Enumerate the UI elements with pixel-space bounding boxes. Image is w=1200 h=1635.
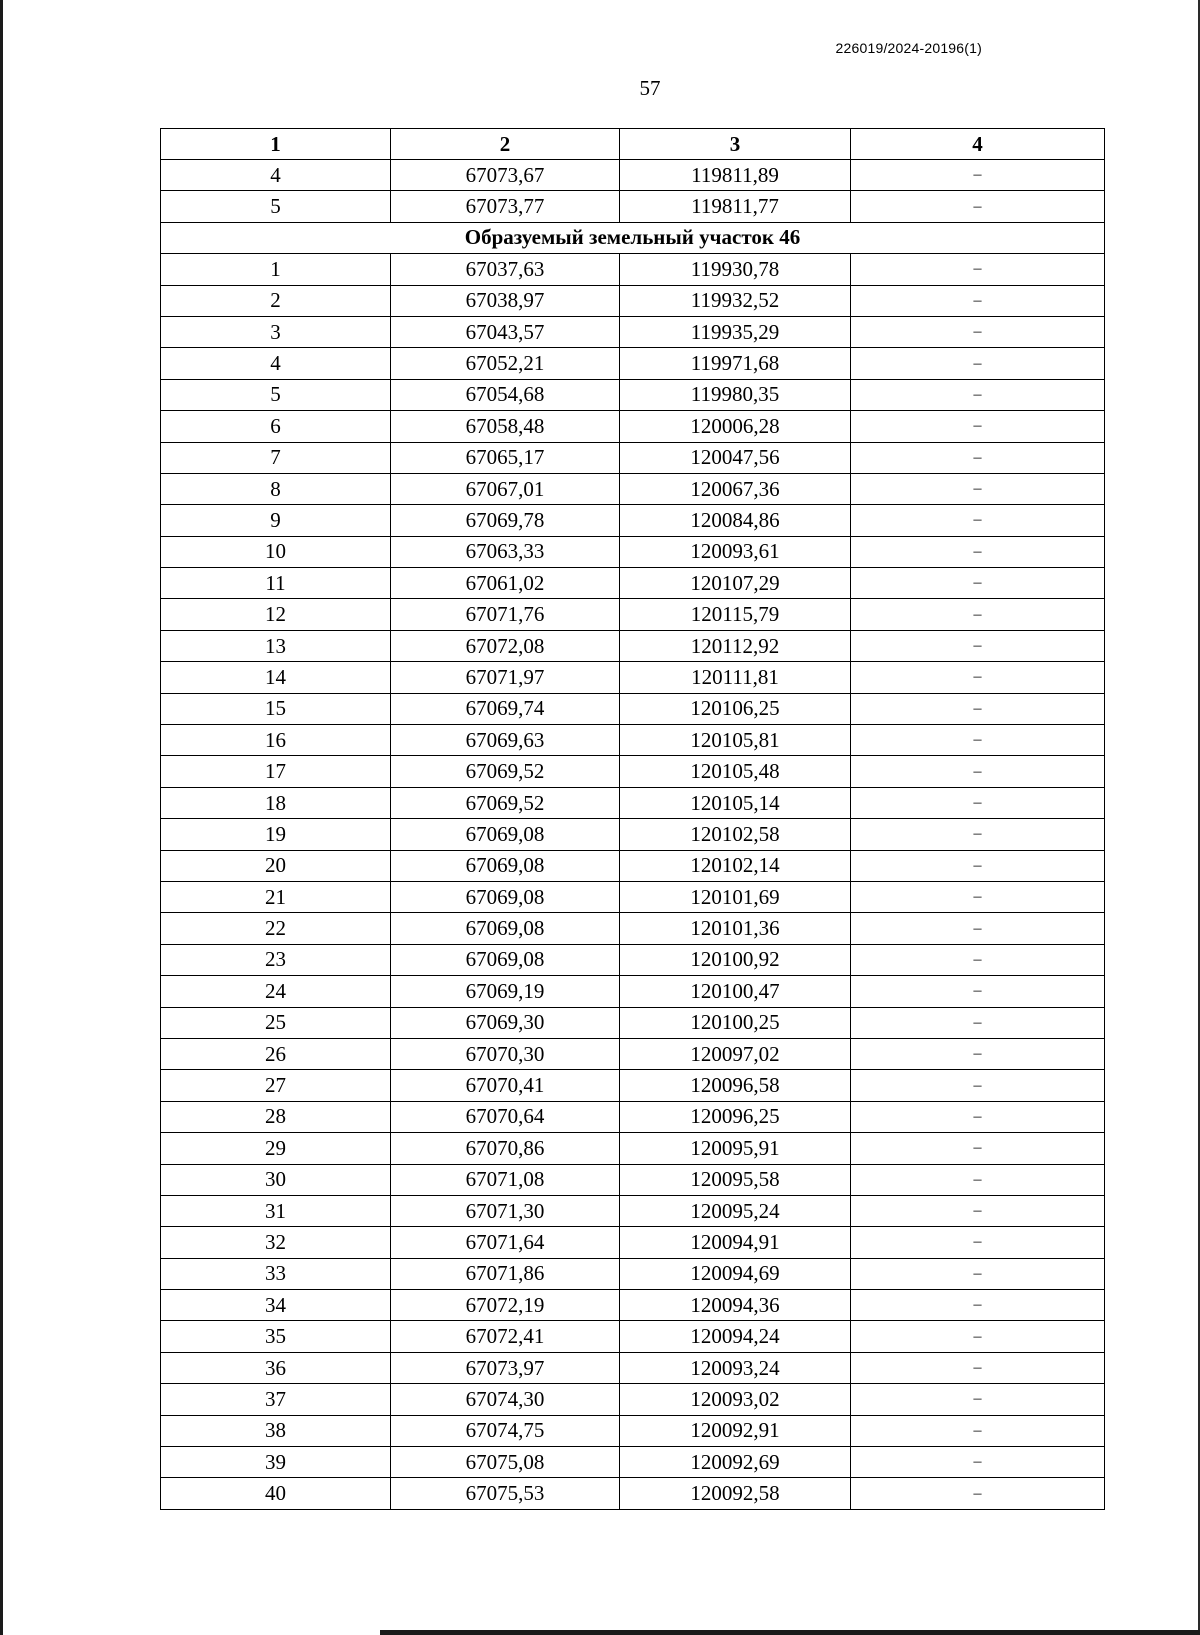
y-coordinate-cell: 120100,47 <box>620 976 851 1007</box>
y-coordinate-cell: 120115,79 <box>620 599 851 630</box>
x-coordinate-cell: 67071,64 <box>391 1227 620 1258</box>
table-row <box>161 348 1105 379</box>
y-coordinate-cell: 120097,02 <box>620 1038 851 1069</box>
y-coordinate-cell: 119980,35 <box>620 379 851 410</box>
note-cell: – <box>851 913 1105 944</box>
point-number-cell: 39 <box>161 1447 391 1478</box>
section-title: Образуемый земельный участок 46 <box>161 222 1105 253</box>
y-coordinate-cell: 120093,02 <box>620 1384 851 1415</box>
table-row <box>161 819 1105 850</box>
note-cell: – <box>851 1384 1105 1415</box>
note-cell: – <box>851 1133 1105 1164</box>
table-row <box>161 1164 1105 1195</box>
y-coordinate-cell: 120047,56 <box>620 442 851 473</box>
point-number-cell: 3 <box>161 316 391 347</box>
scan-bottom-edge <box>380 1630 1200 1635</box>
point-number-cell: 34 <box>161 1290 391 1321</box>
table-row <box>161 1133 1105 1164</box>
point-number-cell: 40 <box>161 1478 391 1509</box>
point-number-cell: 18 <box>161 787 391 818</box>
y-coordinate-cell: 119811,77 <box>620 191 851 222</box>
x-coordinate-cell: 67074,75 <box>391 1415 620 1446</box>
point-number-cell: 16 <box>161 725 391 756</box>
y-coordinate-cell: 120111,81 <box>620 662 851 693</box>
x-coordinate-cell: 67069,52 <box>391 756 620 787</box>
table-row <box>161 1290 1105 1321</box>
table-row <box>161 442 1105 473</box>
x-coordinate-cell: 67071,76 <box>391 599 620 630</box>
x-coordinate-cell: 67071,30 <box>391 1195 620 1226</box>
table-row <box>161 976 1105 1007</box>
note-cell: – <box>851 1007 1105 1038</box>
y-coordinate-cell: 120096,58 <box>620 1070 851 1101</box>
x-coordinate-cell: 67073,67 <box>391 160 620 191</box>
table-row <box>161 411 1105 442</box>
y-coordinate-cell: 120094,91 <box>620 1227 851 1258</box>
note-cell: – <box>851 442 1105 473</box>
y-coordinate-cell: 120092,91 <box>620 1415 851 1446</box>
point-number-cell: 5 <box>161 379 391 410</box>
x-coordinate-cell: 67069,08 <box>391 913 620 944</box>
note-cell: – <box>851 285 1105 316</box>
y-coordinate-cell: 120100,25 <box>620 1007 851 1038</box>
x-coordinate-cell: 67069,52 <box>391 787 620 818</box>
point-number-cell: 7 <box>161 442 391 473</box>
section-row <box>161 222 1105 253</box>
x-coordinate-cell: 67071,86 <box>391 1258 620 1289</box>
table-body <box>161 160 1105 1510</box>
table-row <box>161 1038 1105 1069</box>
x-coordinate-cell: 67069,63 <box>391 725 620 756</box>
y-coordinate-cell: 119971,68 <box>620 348 851 379</box>
x-coordinate-cell: 67069,30 <box>391 1007 620 1038</box>
table-row <box>161 850 1105 881</box>
table-row <box>161 693 1105 724</box>
table-row <box>161 316 1105 347</box>
point-number-cell: 8 <box>161 473 391 504</box>
note-cell: – <box>851 756 1105 787</box>
note-cell: – <box>851 1290 1105 1321</box>
x-coordinate-cell: 67069,08 <box>391 850 620 881</box>
point-number-cell: 25 <box>161 1007 391 1038</box>
table-row <box>161 1321 1105 1352</box>
y-coordinate-cell: 120095,91 <box>620 1133 851 1164</box>
x-coordinate-cell: 67061,02 <box>391 568 620 599</box>
y-coordinate-cell: 120112,92 <box>620 630 851 661</box>
note-cell: – <box>851 1101 1105 1132</box>
point-number-cell: 21 <box>161 881 391 912</box>
y-coordinate-cell: 120095,58 <box>620 1164 851 1195</box>
x-coordinate-cell: 67072,19 <box>391 1290 620 1321</box>
table-row <box>161 662 1105 693</box>
x-coordinate-cell: 67069,08 <box>391 881 620 912</box>
point-number-cell: 1 <box>161 254 391 285</box>
x-coordinate-cell: 67073,77 <box>391 191 620 222</box>
note-cell: – <box>851 693 1105 724</box>
coordinates-table <box>160 128 1105 1510</box>
point-number-cell: 36 <box>161 1352 391 1383</box>
note-cell: – <box>851 1447 1105 1478</box>
y-coordinate-cell: 120093,61 <box>620 536 851 567</box>
point-number-cell: 24 <box>161 976 391 1007</box>
y-coordinate-cell: 120092,69 <box>620 1447 851 1478</box>
x-coordinate-cell: 67070,30 <box>391 1038 620 1069</box>
column-header: 3 <box>620 129 851 160</box>
x-coordinate-cell: 67069,78 <box>391 505 620 536</box>
point-number-cell: 38 <box>161 1415 391 1446</box>
table-row <box>161 1478 1105 1509</box>
table-row <box>161 505 1105 536</box>
y-coordinate-cell: 120096,25 <box>620 1101 851 1132</box>
y-coordinate-cell: 120094,24 <box>620 1321 851 1352</box>
note-cell: – <box>851 599 1105 630</box>
table-row <box>161 1447 1105 1478</box>
y-coordinate-cell: 120095,24 <box>620 1195 851 1226</box>
x-coordinate-cell: 67072,41 <box>391 1321 620 1352</box>
y-coordinate-cell: 120067,36 <box>620 473 851 504</box>
x-coordinate-cell: 67071,97 <box>391 662 620 693</box>
x-coordinate-cell: 67058,48 <box>391 411 620 442</box>
y-coordinate-cell: 120102,58 <box>620 819 851 850</box>
note-cell: – <box>851 944 1105 975</box>
table-row <box>161 473 1105 504</box>
point-number-cell: 2 <box>161 285 391 316</box>
y-coordinate-cell: 120094,36 <box>620 1290 851 1321</box>
x-coordinate-cell: 67070,64 <box>391 1101 620 1132</box>
y-coordinate-cell: 119811,89 <box>620 160 851 191</box>
point-number-cell: 20 <box>161 850 391 881</box>
y-coordinate-cell: 120084,86 <box>620 505 851 536</box>
point-number-cell: 12 <box>161 599 391 630</box>
note-cell: – <box>851 1164 1105 1195</box>
x-coordinate-cell: 67052,21 <box>391 348 620 379</box>
note-cell: – <box>851 725 1105 756</box>
note-cell: – <box>851 1352 1105 1383</box>
column-header: 4 <box>851 129 1105 160</box>
y-coordinate-cell: 119932,52 <box>620 285 851 316</box>
table-row <box>161 1195 1105 1226</box>
point-number-cell: 28 <box>161 1101 391 1132</box>
x-coordinate-cell: 67072,08 <box>391 630 620 661</box>
note-cell: – <box>851 568 1105 599</box>
y-coordinate-cell: 120105,14 <box>620 787 851 818</box>
table-row <box>161 1101 1105 1132</box>
y-coordinate-cell: 120107,29 <box>620 568 851 599</box>
y-coordinate-cell: 120100,92 <box>620 944 851 975</box>
table-row <box>161 254 1105 285</box>
table-header-row <box>161 129 1105 160</box>
note-cell: – <box>851 787 1105 818</box>
table-row <box>161 1415 1105 1446</box>
x-coordinate-cell: 67067,01 <box>391 473 620 504</box>
table-row <box>161 1007 1105 1038</box>
note-cell: – <box>851 819 1105 850</box>
note-cell: – <box>851 850 1105 881</box>
x-coordinate-cell: 67070,41 <box>391 1070 620 1101</box>
x-coordinate-cell: 67070,86 <box>391 1133 620 1164</box>
note-cell: – <box>851 348 1105 379</box>
page-number: 57 <box>639 76 661 100</box>
point-number-cell: 30 <box>161 1164 391 1195</box>
point-number-cell: 4 <box>161 348 391 379</box>
table-row <box>161 568 1105 599</box>
note-cell: – <box>851 1321 1105 1352</box>
table-row <box>161 944 1105 975</box>
point-number-cell: 9 <box>161 505 391 536</box>
point-number-cell: 6 <box>161 411 391 442</box>
point-number-cell: 23 <box>161 944 391 975</box>
scan-left-edge <box>0 0 3 1635</box>
point-number-cell: 32 <box>161 1227 391 1258</box>
note-cell: – <box>851 473 1105 504</box>
table-row <box>161 881 1105 912</box>
note-cell: – <box>851 976 1105 1007</box>
table-row <box>161 756 1105 787</box>
table-row <box>161 1352 1105 1383</box>
point-number-cell: 29 <box>161 1133 391 1164</box>
table-row <box>161 1227 1105 1258</box>
x-coordinate-cell: 67054,68 <box>391 379 620 410</box>
x-coordinate-cell: 67075,53 <box>391 1478 620 1509</box>
table-row <box>161 913 1105 944</box>
x-coordinate-cell: 67065,17 <box>391 442 620 473</box>
note-cell: – <box>851 881 1105 912</box>
table-row <box>161 191 1105 222</box>
x-coordinate-cell: 67063,33 <box>391 536 620 567</box>
y-coordinate-cell: 120101,69 <box>620 881 851 912</box>
point-number-cell: 17 <box>161 756 391 787</box>
y-coordinate-cell: 120106,25 <box>620 693 851 724</box>
note-cell: – <box>851 1070 1105 1101</box>
note-cell: – <box>851 379 1105 410</box>
note-cell: – <box>851 1038 1105 1069</box>
column-header: 1 <box>161 129 391 160</box>
note-cell: – <box>851 536 1105 567</box>
table-row <box>161 1258 1105 1289</box>
x-coordinate-cell: 67071,08 <box>391 1164 620 1195</box>
point-number-cell: 4 <box>161 160 391 191</box>
table-row <box>161 599 1105 630</box>
table-row <box>161 379 1105 410</box>
note-cell: – <box>851 1415 1105 1446</box>
note-cell: – <box>851 160 1105 191</box>
note-cell: – <box>851 316 1105 347</box>
y-coordinate-cell: 120105,81 <box>620 725 851 756</box>
point-number-cell: 19 <box>161 819 391 850</box>
y-coordinate-cell: 119930,78 <box>620 254 851 285</box>
column-header: 2 <box>391 129 620 160</box>
note-cell: – <box>851 662 1105 693</box>
table-row <box>161 787 1105 818</box>
note-cell: – <box>851 630 1105 661</box>
x-coordinate-cell: 67075,08 <box>391 1447 620 1478</box>
y-coordinate-cell: 120101,36 <box>620 913 851 944</box>
x-coordinate-cell: 67038,97 <box>391 285 620 316</box>
y-coordinate-cell: 119935,29 <box>620 316 851 347</box>
x-coordinate-cell: 67069,08 <box>391 819 620 850</box>
table-row <box>161 630 1105 661</box>
point-number-cell: 27 <box>161 1070 391 1101</box>
x-coordinate-cell: 67069,74 <box>391 693 620 724</box>
table-row <box>161 1070 1105 1101</box>
point-number-cell: 26 <box>161 1038 391 1069</box>
table-row <box>161 725 1105 756</box>
table-row <box>161 160 1105 191</box>
x-coordinate-cell: 67074,30 <box>391 1384 620 1415</box>
y-coordinate-cell: 120092,58 <box>620 1478 851 1509</box>
point-number-cell: 15 <box>161 693 391 724</box>
y-coordinate-cell: 120093,24 <box>620 1352 851 1383</box>
point-number-cell: 5 <box>161 191 391 222</box>
note-cell: – <box>851 1227 1105 1258</box>
table-row <box>161 285 1105 316</box>
point-number-cell: 11 <box>161 568 391 599</box>
x-coordinate-cell: 67069,08 <box>391 944 620 975</box>
table-row <box>161 1384 1105 1415</box>
note-cell: – <box>851 1258 1105 1289</box>
x-coordinate-cell: 67069,19 <box>391 976 620 1007</box>
x-coordinate-cell: 67037,63 <box>391 254 620 285</box>
point-number-cell: 13 <box>161 630 391 661</box>
note-cell: – <box>851 505 1105 536</box>
point-number-cell: 14 <box>161 662 391 693</box>
y-coordinate-cell: 120102,14 <box>620 850 851 881</box>
table-row <box>161 536 1105 567</box>
note-cell: – <box>851 191 1105 222</box>
point-number-cell: 35 <box>161 1321 391 1352</box>
note-cell: – <box>851 254 1105 285</box>
point-number-cell: 37 <box>161 1384 391 1415</box>
note-cell: – <box>851 1195 1105 1226</box>
x-coordinate-cell: 67073,97 <box>391 1352 620 1383</box>
point-number-cell: 22 <box>161 913 391 944</box>
y-coordinate-cell: 120094,69 <box>620 1258 851 1289</box>
point-number-cell: 33 <box>161 1258 391 1289</box>
note-cell: – <box>851 1478 1105 1509</box>
note-cell: – <box>851 411 1105 442</box>
y-coordinate-cell: 120105,48 <box>620 756 851 787</box>
document-id: 226019/2024-20196(1) <box>835 40 982 56</box>
y-coordinate-cell: 120006,28 <box>620 411 851 442</box>
point-number-cell: 10 <box>161 536 391 567</box>
x-coordinate-cell: 67043,57 <box>391 316 620 347</box>
point-number-cell: 31 <box>161 1195 391 1226</box>
